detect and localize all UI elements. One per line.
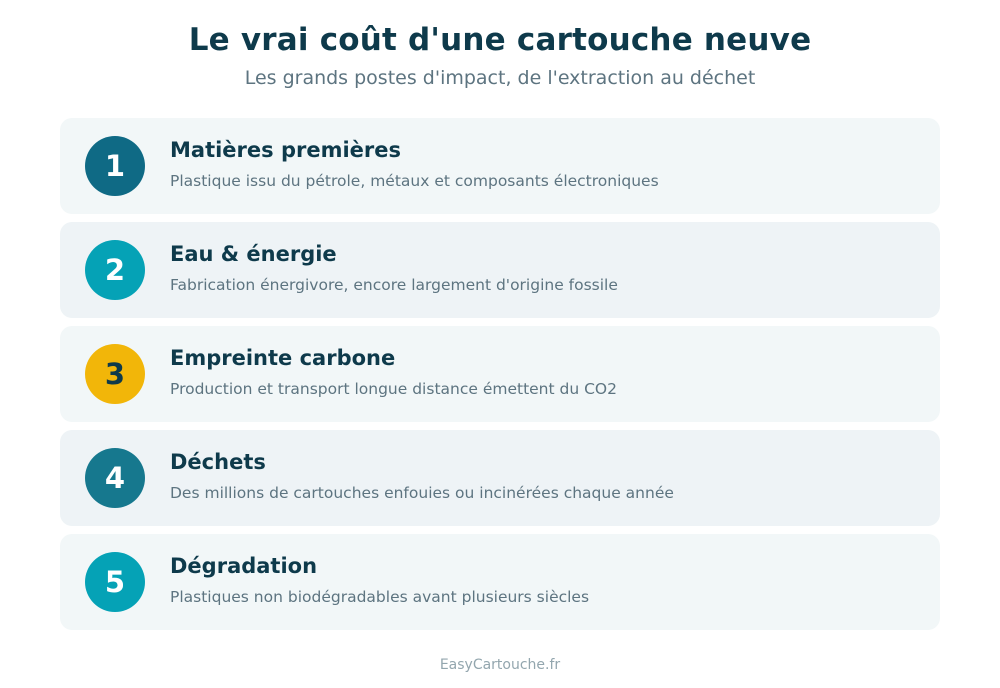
page-title: Le vrai coût d'une cartouche neuve bbox=[188, 22, 812, 58]
impact-card-title: Empreinte carbone bbox=[170, 346, 396, 370]
impact-card-title: Dégradation bbox=[170, 554, 318, 578]
page-subtitle: Les grands postes d'impact, de l'extraction au déchet bbox=[244, 67, 756, 89]
impact-card-water-energy bbox=[60, 222, 940, 318]
footer-brand: EasyCartouche.fr bbox=[439, 657, 561, 673]
impact-list bbox=[60, 118, 940, 638]
impact-card-description: Plastique issu du pétrole, métaux et composants électroniques bbox=[170, 172, 659, 190]
step-number-badge: 4 bbox=[85, 448, 145, 508]
impact-card-title: Déchets bbox=[170, 450, 266, 474]
step-number-badge: 3 bbox=[85, 344, 145, 404]
impact-card-raw-materials bbox=[60, 118, 940, 214]
step-number-badge: 2 bbox=[85, 240, 145, 300]
impact-card-carbon-footprint bbox=[60, 326, 940, 422]
impact-card-waste bbox=[60, 430, 940, 526]
impact-card-description: Production et transport longue distance émettent du CO2 bbox=[170, 380, 617, 398]
impact-card-description: Plastiques non biodégradables avant plusieurs siècles bbox=[170, 588, 590, 606]
step-number-badge: 1 bbox=[85, 136, 145, 196]
impact-card-description: Des millions de cartouches enfouies ou incinérées chaque année bbox=[170, 484, 674, 502]
step-number-badge: 5 bbox=[85, 552, 145, 612]
impact-card-title: Eau & énergie bbox=[170, 242, 337, 266]
impact-card-degradation bbox=[60, 534, 940, 630]
impact-card-title: Matières premières bbox=[170, 138, 402, 162]
impact-card-description: Fabrication énergivore, encore largement d'origine fossile bbox=[170, 276, 618, 294]
